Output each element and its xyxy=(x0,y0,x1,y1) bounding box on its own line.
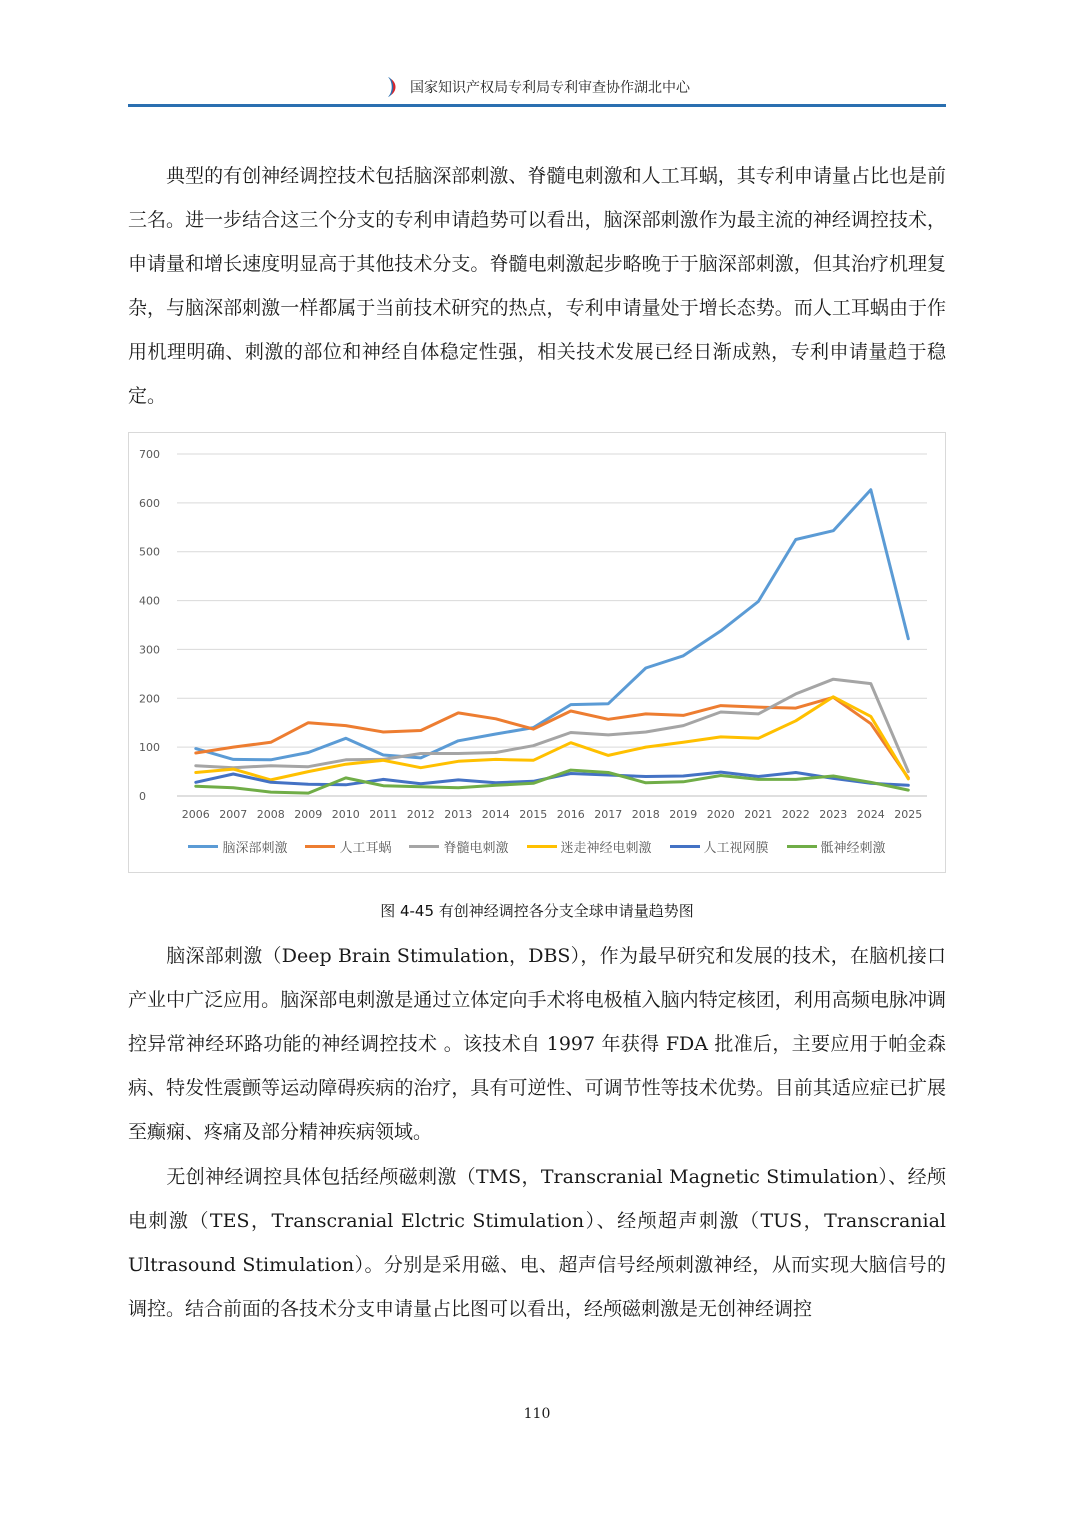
x-tick-label: 2009 xyxy=(294,808,322,821)
legend-swatch xyxy=(305,845,335,848)
legend-item xyxy=(188,837,287,856)
line-chart xyxy=(128,432,946,873)
legend-label: 迷走神经电刺激 xyxy=(561,837,652,856)
org-logo-icon xyxy=(384,76,400,98)
legend-label: 人工视网膜 xyxy=(704,837,769,856)
paragraph-text: 无创神经调控具体包括经颅磁刺激（TMS，Transcranial Magnetic Stimulation）、经颅电刺激（TES，Transcranial Elctric Stimulation）、经颅超声刺激（TUS，Transcranial Ultrasound Stimulation）。分别是采用磁、电、超声信号经颅刺激神经，从而实现大脑信号的调控。结合前面的各技术分支申请量占比图可以看出，经颅磁刺激是无创神经调控 xyxy=(128,1166,946,1320)
header-divider xyxy=(128,104,946,107)
y-tick-label: 200 xyxy=(139,692,160,705)
x-tick-label: 2025 xyxy=(894,808,922,821)
y-tick-label: 700 xyxy=(139,448,160,461)
legend-swatch xyxy=(409,845,439,848)
y-tick-label: 0 xyxy=(139,790,146,803)
page-number: 110 xyxy=(128,1406,946,1422)
y-tick-label: 300 xyxy=(139,643,160,656)
x-tick-label: 2024 xyxy=(857,808,885,821)
legend-item xyxy=(409,837,508,856)
paragraph-noninvasive xyxy=(128,1155,946,1331)
legend-swatch xyxy=(670,845,700,848)
chart-legend xyxy=(129,837,945,856)
legend-swatch xyxy=(188,845,218,848)
legend-label: 骶神经刺激 xyxy=(821,837,886,856)
x-tick-label: 2017 xyxy=(594,808,622,821)
x-tick-label: 2013 xyxy=(444,808,472,821)
x-tick-label: 2008 xyxy=(257,808,285,821)
legend-swatch xyxy=(787,845,817,848)
legend-item xyxy=(305,837,391,856)
legend-label: 脑深部刺激 xyxy=(222,837,287,856)
page-header xyxy=(128,70,946,104)
legend-item xyxy=(670,837,769,856)
paragraph-text: 脑深部刺激（Deep Brain Stimulation，DBS），作为最早研究和发展的技术，在脑机接口产业中广泛应用。脑深部电刺激是通过立体定向手术将电极植入脑内特定核团，利用高频电脉冲调控异常神经环路功能的神经调控技术 。该技术自 1997 年获得 FDA 批准后，主要应用于帕金森病、特发性震颤等运动障碍疾病的治疗，具有可逆性、可调节性等技术优势。目前其适应症已扩展至癫痫、疼痛及部分精神疾病领域。 xyxy=(128,945,946,1143)
legend-item xyxy=(527,837,652,856)
paragraph-dbs xyxy=(128,934,946,1154)
x-tick-label: 2018 xyxy=(632,808,660,821)
y-tick-label: 100 xyxy=(139,741,160,754)
legend-item xyxy=(787,837,886,856)
legend-swatch xyxy=(527,845,557,848)
x-tick-label: 2011 xyxy=(369,808,397,821)
y-tick-label: 600 xyxy=(139,497,160,510)
x-tick-label: 2012 xyxy=(407,808,435,821)
x-tick-label: 2020 xyxy=(707,808,735,821)
x-tick-label: 2019 xyxy=(669,808,697,821)
y-tick-label: 500 xyxy=(139,546,160,559)
x-tick-label: 2014 xyxy=(482,808,510,821)
x-tick-label: 2016 xyxy=(557,808,585,821)
y-tick-label: 400 xyxy=(139,595,160,608)
paragraph-invasive-summary xyxy=(128,154,946,418)
x-tick-label: 2015 xyxy=(519,808,547,821)
chart-plot-area xyxy=(129,433,945,833)
x-tick-label: 2007 xyxy=(219,808,247,821)
x-tick-label: 2023 xyxy=(819,808,847,821)
figure-caption: 图 4-45 有创神经调控各分支全球申请量趋势图 xyxy=(128,900,946,921)
paragraph-text: 典型的有创神经调控技术包括脑深部刺激、脊髓电刺激和人工耳蜗，其专利申请量占比也是前三名。进一步结合这三个分支的专利申请趋势可以看出，脑深部刺激作为最主流的神经调控技术，申请量和增长速度明显高于其他技术分支。脊髓电刺激起步略晚于于脑深部刺激，但其治疗机理复杂，与脑深部刺激一样都属于当前技术研究的热点，专利申请量处于增长态势。而人工耳蜗由于作用机理明确、刺激的部位和神经自体稳定性强，相关技术发展已经日渐成熟，专利申请量趋于稳定。 xyxy=(128,165,946,407)
x-tick-label: 2006 xyxy=(182,808,210,821)
header-title: 国家知识产权局专利局专利审查协作湖北中心 xyxy=(410,77,690,97)
legend-label: 脊髓电刺激 xyxy=(443,837,508,856)
x-tick-label: 2021 xyxy=(744,808,772,821)
legend-label: 人工耳蜗 xyxy=(339,837,391,856)
x-tick-label: 2022 xyxy=(782,808,810,821)
x-tick-label: 2010 xyxy=(332,808,360,821)
